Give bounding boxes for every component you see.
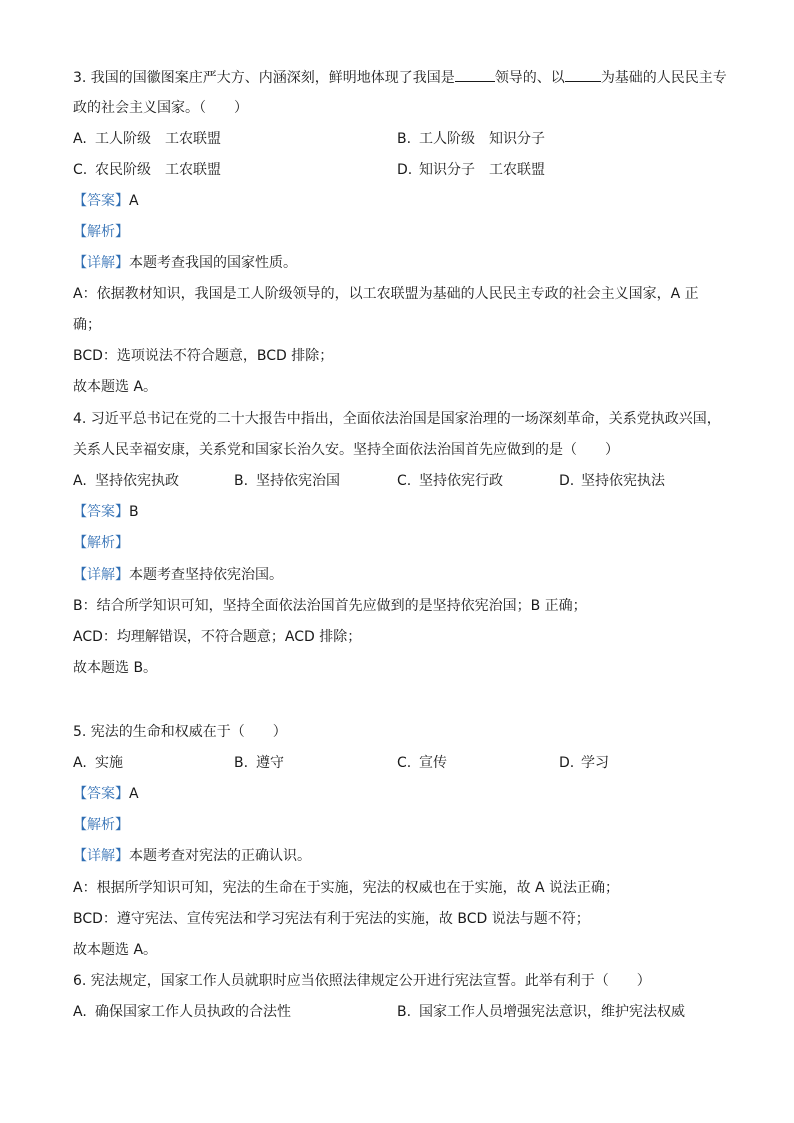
q3-blank-2 bbox=[565, 67, 601, 82]
q4-answer: 【答案】B bbox=[73, 504, 139, 520]
q3-stem-line1 bbox=[73, 67, 727, 88]
q6-option-a: A. 确保国家工作人员执政的合法性 bbox=[73, 1004, 291, 1020]
q6-stem: 6. 宪法规定，国家工作人员就职时应当依照法律规定公开进行宪法宣誓。此举有利于（ ） bbox=[73, 973, 651, 989]
q4-analysis-line: B：结合所学知识可知，坚持全面依法治国首先应做到的是坚持依宪治国；B 正确； bbox=[73, 598, 587, 614]
q4-detail: 【详解】本题考查坚持依宪治国。 bbox=[73, 567, 283, 583]
q5-stem: 5. 宪法的生命和权威在于（ ） bbox=[73, 724, 287, 740]
q3-option-c: C. 农民阶级 工农联盟 bbox=[73, 162, 221, 178]
q5-detail: 【详解】本题考查对宪法的正确认识。 bbox=[73, 848, 311, 864]
q5-analysis-line: BCD：遵守宪法、宣传宪法和学习宪法有利于宪法的实施，故 BCD 说法与题不符； bbox=[73, 911, 590, 927]
q5-analysis-line: 故本题选 A。 bbox=[73, 942, 158, 958]
q5-option-c: C. 宣传 bbox=[397, 755, 447, 771]
q4-analysis-line: 故本题选 B。 bbox=[73, 660, 158, 676]
q4-analysis-label: 【解析】 bbox=[73, 535, 129, 551]
q3-stem-line2: 政的社会主义国家。（ ） bbox=[73, 100, 248, 116]
q5-analysis-line: A：根据所学知识可知，宪法的生命在于实施，宪法的权威也在于实施，故 A 说法正确； bbox=[73, 880, 620, 896]
q5-option-b: B. 遵守 bbox=[234, 755, 284, 771]
q4-stem-line2: 关系人民幸福安康，关系党和国家长治久安。坚持全面依法治国首先应做到的是（ ） bbox=[73, 442, 619, 458]
q5-answer: 【答案】A bbox=[73, 786, 139, 802]
q3-analysis-line: BCD：选项说法不符合题意，BCD 排除； bbox=[73, 348, 334, 364]
q5-option-d: D. 学习 bbox=[559, 755, 609, 771]
q4-option-a: A. 坚持依宪执政 bbox=[73, 473, 179, 489]
q6-option-b: B. 国家工作人员增强宪法意识，维护宪法权威 bbox=[397, 1004, 685, 1020]
q3-stem-part2: 领导的、以 bbox=[494, 70, 565, 86]
q3-analysis-line: 故本题选 A。 bbox=[73, 379, 158, 395]
q3-option-a: A. 工人阶级 工农联盟 bbox=[73, 131, 221, 147]
q3-analysis-line: A：依据教材知识，我国是工人阶级领导的，以工农联盟为基础的人民民主专政的社会主义国家，A 正 bbox=[73, 286, 699, 302]
q3-stem-part3: 为基础的人民民主专 bbox=[600, 70, 727, 86]
q5-option-a: A. 实施 bbox=[73, 755, 123, 771]
q4-option-c: C. 坚持依宪行政 bbox=[397, 473, 503, 489]
q4-stem-line1: 4. 习近平总书记在党的二十大报告中指出，全面依法治国是国家治理的一场深刻革命，关系党执政兴国， bbox=[73, 411, 721, 427]
q3-blank-1 bbox=[455, 67, 495, 82]
q5-analysis-label: 【解析】 bbox=[73, 817, 129, 833]
q3-analysis-line: 确； bbox=[73, 317, 101, 333]
q3-option-d: D. 知识分子 工农联盟 bbox=[397, 162, 545, 178]
q4-analysis-line: ACD：均理解错误，不符合题意；ACD 排除； bbox=[73, 629, 362, 645]
q4-option-d: D. 坚持依宪执法 bbox=[559, 473, 665, 489]
q4-option-b: B. 坚持依宪治国 bbox=[234, 473, 340, 489]
q3-option-b: B. 工人阶级 知识分子 bbox=[397, 131, 545, 147]
q3-analysis-label: 【解析】 bbox=[73, 224, 129, 240]
q3-stem-part1: 3. 我国的国徽图案庄严大方、内涵深刻，鲜明地体现了我国是 bbox=[73, 70, 455, 86]
q3-answer: 【答案】A bbox=[73, 193, 139, 209]
q3-detail: 【详解】本题考查我国的国家性质。 bbox=[73, 255, 297, 271]
